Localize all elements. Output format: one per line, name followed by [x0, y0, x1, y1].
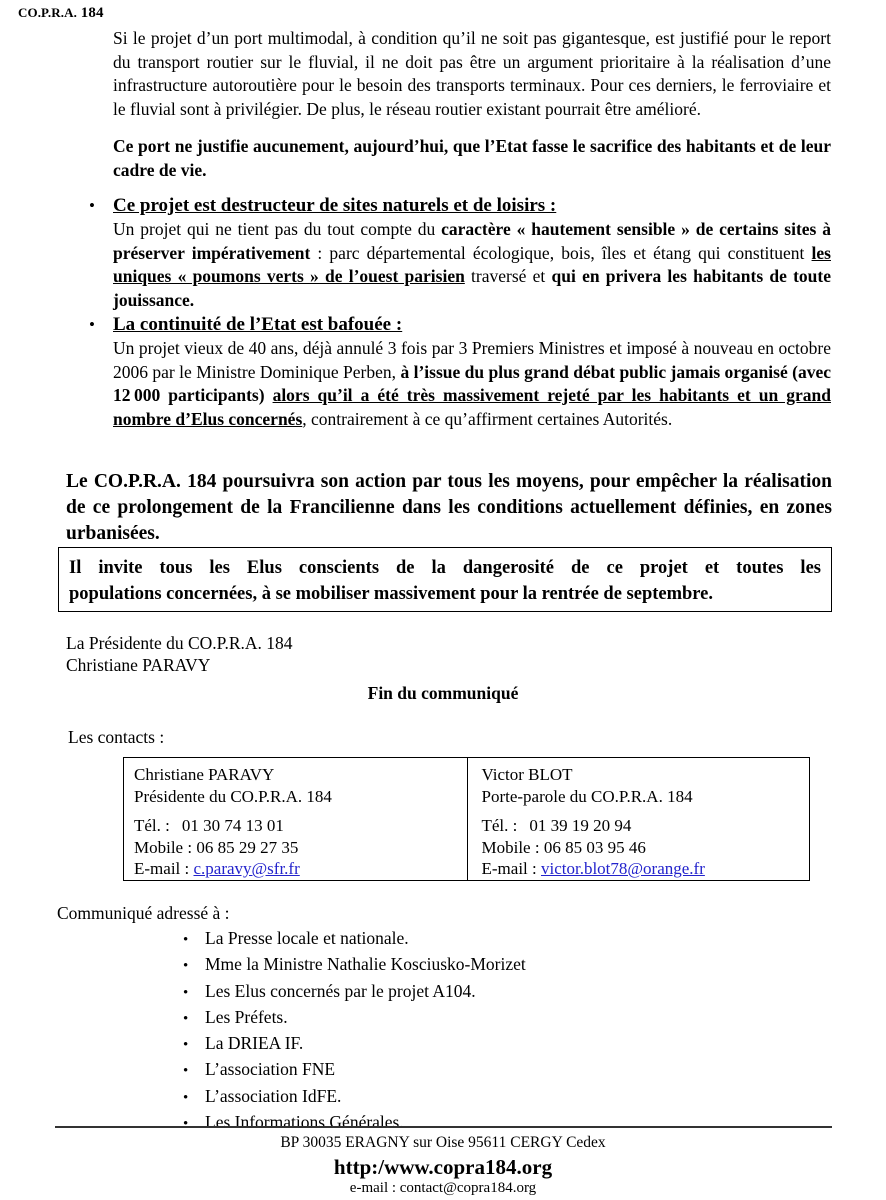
- org-prefix: CO.P.R.A.: [18, 5, 77, 20]
- list-item: [183, 979, 783, 1005]
- list-item: [183, 1084, 783, 1110]
- list-item-label: La DRIEA IF.: [205, 1033, 304, 1054]
- section-body-text-2: [113, 337, 831, 431]
- sec2-part-3: , contrairement à ce qu’affirment certaines Autorités.: [302, 408, 673, 429]
- section-heading-row-1: [85, 193, 831, 219]
- sec1-part-2: : parc départemental écologique, bois, îles et étang qui constituent: [310, 242, 812, 263]
- bullet-icon: •: [183, 1010, 189, 1027]
- contact-name: Victor BLOT: [481, 765, 573, 784]
- footer-divider: [55, 1126, 832, 1128]
- list-item: [183, 1057, 783, 1083]
- sec1-part-1: caractère « hautement sensible » de certains sites à préserver impérativement: [113, 219, 831, 263]
- bullet-icon: •: [183, 958, 189, 975]
- contact-mobile-value: 06 85 29 27 35: [196, 837, 299, 857]
- addressed-label: Communiqué adressé à :: [57, 903, 230, 923]
- bullet-icon: •: [89, 315, 95, 334]
- list-item-label: L’association FNE: [205, 1059, 336, 1080]
- bullet-icon: •: [183, 984, 189, 1001]
- list-item-label: L’association IdFE.: [205, 1085, 342, 1106]
- list-item: [183, 1005, 783, 1031]
- list-item: [183, 1031, 783, 1057]
- addressed-list: [183, 926, 783, 1136]
- contact-tel-label: Tél. :: [481, 816, 518, 835]
- footer-address: BP 30035 ERAGNY sur Oise 95611 CERGY Cedex: [280, 1134, 606, 1151]
- list-item: [183, 952, 783, 978]
- contacts-table: [123, 757, 810, 881]
- bullet-icon: •: [183, 1116, 189, 1133]
- contact-mobile-row: [134, 837, 467, 859]
- intro-paragraph-block: [113, 27, 831, 121]
- contact-cell-spokesperson: [467, 758, 810, 880]
- end-notice: Fin du communiqué: [367, 683, 519, 703]
- footer-website-url[interactable]: http:/www.copra184.org: [333, 1155, 553, 1179]
- contact-spacer: [482, 807, 810, 815]
- contact-tel-row: [134, 815, 467, 837]
- contact-email-row: [482, 858, 810, 880]
- intro-paragraph: Si le projet d’un port multimodal, à condition qu’il ne soit pas gigantesque, est justifié pour le report du transport routier sur le fluvial, il ne doit pas être un argument prioritaire à la réalisation d’une infrastructure autoroutière pour le besoin des transports terminaux. Pour ces derniers, le ferroviaire et le fluvial sont à privilégier. De plus, le réseau routier existant pourrait être amélioré.: [113, 28, 831, 119]
- bullet-icon: •: [89, 196, 95, 215]
- sec1-part-0: Un projet qui ne tient pas du tout compte du: [113, 219, 442, 239]
- list-item: [183, 1110, 783, 1136]
- contact-tel-value: 01 39 19 20 94: [529, 816, 632, 835]
- bullet-icon: •: [183, 1063, 189, 1080]
- contact-role: Porte-parole du CO.P.R.A. 184: [481, 786, 693, 806]
- contacts-label: Les contacts :: [68, 727, 165, 747]
- contact-mobile-value: 06 85 03 95 46: [543, 837, 646, 857]
- list-item-label: Les Informations Générales.: [205, 1112, 404, 1133]
- contact-mobile-label: Mobile :: [134, 837, 193, 857]
- contact-spacer: [134, 807, 467, 815]
- document-header: [18, 5, 104, 22]
- call-to-action-box: [58, 547, 832, 612]
- bullet-icon: •: [183, 1089, 189, 1106]
- bullet-icon: •: [183, 932, 189, 948]
- section-heading-row-2: [85, 312, 831, 338]
- sec2-part-1: à l’issue du plus grand débat public jamais organisé (avec 12 000 participants): [113, 361, 831, 405]
- sec1-part-4: traversé et: [464, 266, 552, 286]
- contact-tel-label: Tél. :: [134, 816, 170, 835]
- list-item-label: La Presse locale et nationale.: [205, 928, 409, 948]
- section-heading-2: La continuité de l’Etat est bafouée :: [113, 314, 403, 335]
- contact-mobile-row: [482, 837, 810, 859]
- contact-tel-row: [482, 815, 810, 837]
- contact-email-label: E-mail :: [134, 859, 190, 878]
- list-item-label: Les Préfets.: [205, 1006, 288, 1027]
- contact-email-row: [134, 858, 467, 880]
- cta-line-1: Il invite tous les Elus conscients de la dangerosité de ce projet et toutes les: [69, 558, 821, 578]
- contact-name: Christiane PARAVY: [134, 765, 275, 784]
- section-heading-1: Ce projet est destructeur de sites naturels et de loisirs :: [113, 195, 557, 216]
- sec2-part-0: Un projet vieux de 40 ans, déjà annulé 3 fois par 3 Premiers Ministres et imposé à nouveau en octobre 2006 par le Ministre Dominique Perben,: [113, 338, 831, 382]
- closing-statement: Le CO.P.R.A. 184 poursuivra son action par tous les moyens, pour empêcher la réalisation de ce prolongement de la Francilienne dans les conditions actuellement définies, en zones urbanisées.: [66, 471, 832, 544]
- org-number: 184: [80, 5, 104, 21]
- contact-cell-president: [124, 758, 467, 880]
- footer-email: e-mail : contact@copra184.org: [349, 1180, 537, 1196]
- list-item-label: Les Elus concernés par le projet A104.: [205, 980, 476, 1001]
- signature-name: Christiane PARAVY: [66, 655, 211, 675]
- intro-bold-paragraph: Ce port ne justifie aucunement, aujourd’hui, que l’Etat fasse le sacrifice des habitants et de leur cadre de vie.: [113, 136, 831, 180]
- cta-line-2: populations concernées, à se mobiliser massivement pour la rentrée de septembre.: [69, 584, 714, 604]
- section-body-1: [113, 218, 831, 312]
- contact-tel-value: 01 30 74 13 01: [181, 816, 284, 835]
- list-item: [183, 926, 783, 952]
- intro-bold-block: [113, 135, 831, 182]
- bullet-icon: •: [183, 1037, 189, 1054]
- contact-role: Présidente du CO.P.R.A. 184: [134, 786, 332, 806]
- list-item-label: Mme la Ministre Nathalie Kosciusko-Morizet: [205, 954, 526, 975]
- sec1-part-5: qui en privera les habitants de toute jouissance.: [113, 266, 831, 310]
- section-body-2: [113, 337, 831, 431]
- contact-mobile-label: Mobile :: [481, 837, 540, 857]
- section-body-text-1: [113, 218, 831, 312]
- sec1-part-3: les uniques « poumons verts » de l’ouest parisien: [113, 242, 831, 286]
- contact-email-label: E-mail :: [481, 859, 537, 878]
- signature-role: La Présidente du CO.P.R.A. 184: [66, 633, 293, 653]
- contact-email-link[interactable]: victor.blot78@orange.fr: [540, 859, 705, 878]
- contact-email-link[interactable]: c.paravy@sfr.fr: [193, 859, 300, 878]
- sec2-part-2: alors qu’il a été très massivement rejeté par les habitants et un grand nombre d’Elus concernés: [113, 385, 831, 429]
